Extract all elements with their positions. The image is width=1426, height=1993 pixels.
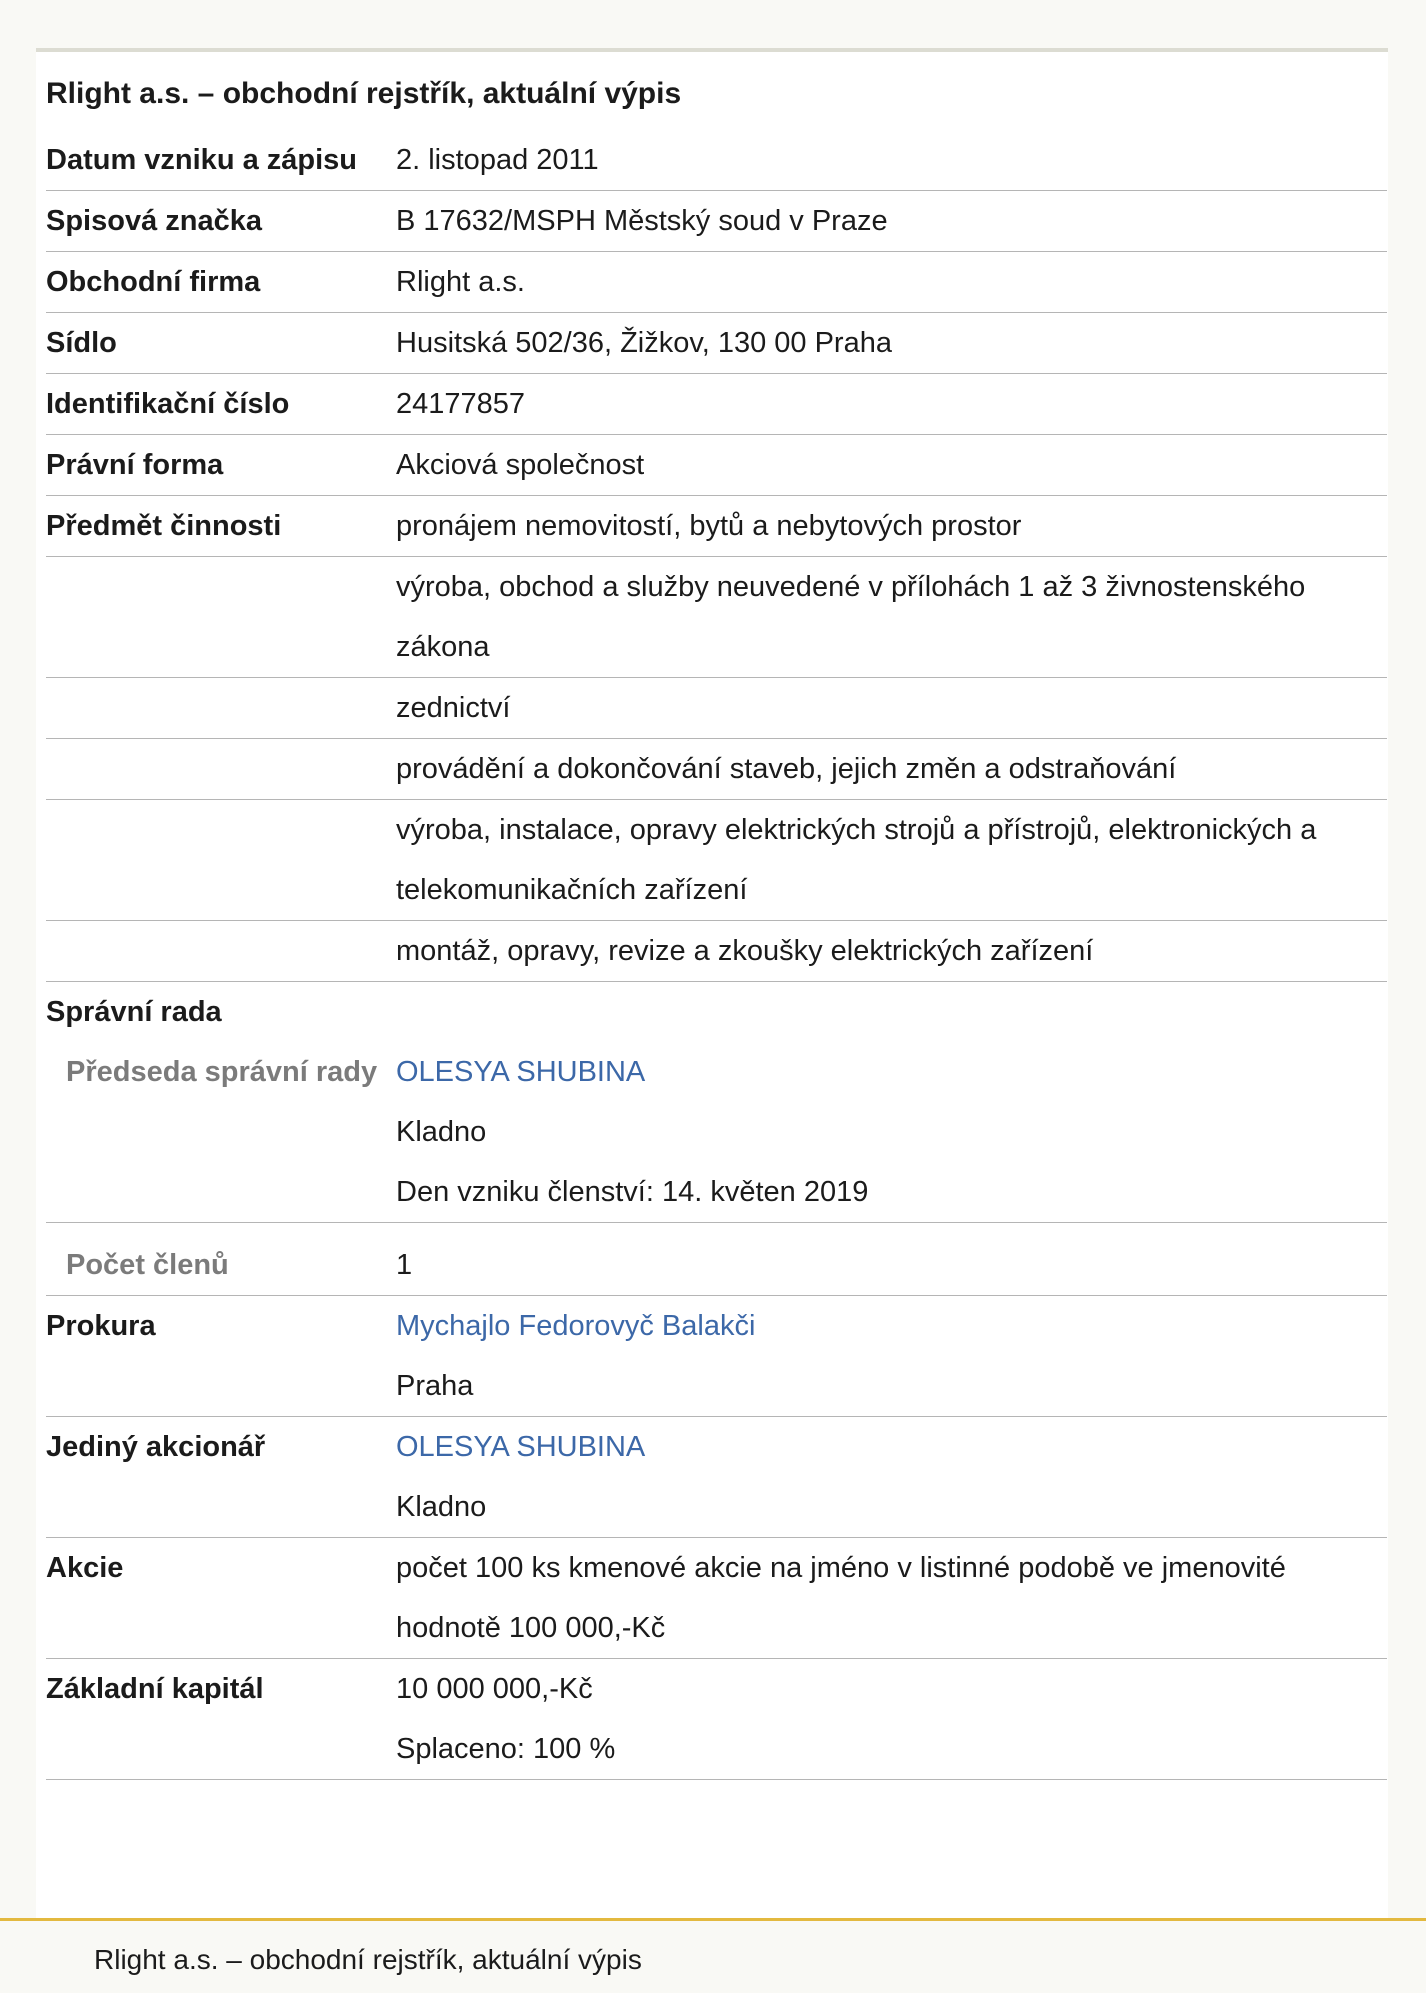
shares-label: Akcie [46, 1538, 396, 1659]
members-label: Počet členů [46, 1223, 396, 1296]
registry-table [46, 130, 1387, 1780]
registry-card [36, 48, 1388, 1920]
spis-value: B 17632/MSPH Městský soud v Praze [396, 191, 1387, 252]
capital-label: Základní kapitál [46, 1659, 396, 1780]
predmet-item: výroba, obchod a služby neuvedené v přílohách 1 až 3 živnostenského zákona [396, 557, 1387, 678]
shareholder-city: Kladno [396, 1491, 487, 1523]
row-spravni-rada-heading [46, 982, 1387, 1043]
row-datum [46, 130, 1387, 191]
firma-label: Obchodní firma [46, 252, 396, 313]
row-zakladni-kapital [46, 1659, 1387, 1780]
footer-text: Rlight a.s. – obchodní rejstřík, aktuální výpis [94, 1944, 642, 1975]
chair-name-link[interactable]: OLESYA SHUBINA [396, 1056, 646, 1088]
row-akcie [46, 1538, 1387, 1659]
row-sidlo [46, 313, 1387, 374]
row-obchodni-firma [46, 252, 1387, 313]
row-prokura [46, 1296, 1387, 1417]
predmet-label: Předmět činnosti [46, 496, 396, 557]
row-pocet-clenu [46, 1223, 1387, 1296]
datum-label: Datum vzniku a zápisu [46, 130, 396, 191]
row-predmet-2 [46, 557, 1387, 678]
section-heading-spravni-rada: Správní rada [46, 996, 222, 1028]
shareholder-name-link[interactable]: OLESYA SHUBINA [396, 1431, 646, 1463]
chair-since: Den vzniku členství: 14. květen 2019 [396, 1176, 869, 1208]
predmet-item: zednictví [396, 678, 1387, 739]
ico-value: 24177857 [396, 374, 1387, 435]
firma-value: Rlight a.s. [396, 252, 1387, 313]
row-predseda [46, 1042, 1387, 1223]
capital-value: 10 000 000,-Kč [396, 1673, 593, 1705]
shares-value: počet 100 ks kmenové akcie na jméno v listinné podobě ve jmenovité hodnotě 100 000,-Kč [396, 1538, 1387, 1659]
prokura-city: Praha [396, 1370, 474, 1402]
page-footer [0, 1918, 1426, 1993]
row-akcionar [46, 1417, 1387, 1538]
predmet-item: výroba, instalace, opravy elektrických strojů a přístrojů, elektronických a telekomunikačních zařízení [396, 800, 1387, 921]
chair-label: Předseda správní rady [46, 1042, 396, 1223]
row-predmet-6 [46, 921, 1387, 982]
capital-paid: Splaceno: 100 % [396, 1733, 616, 1765]
row-predmet-3 [46, 678, 1387, 739]
members-value: 1 [396, 1223, 1387, 1296]
prokura-name-link[interactable]: Mychajlo Fedorovyč Balakči [396, 1310, 756, 1342]
row-predmet-4 [46, 739, 1387, 800]
row-predmet-1 [46, 496, 1387, 557]
prokura-label: Prokura [46, 1296, 396, 1417]
row-spisova-znacka [46, 191, 1387, 252]
chair-city: Kladno [396, 1116, 487, 1148]
row-ico [46, 374, 1387, 435]
datum-value: 2. listopad 2011 [396, 130, 1387, 191]
ico-label: Identifikační číslo [46, 374, 396, 435]
row-pravni-forma [46, 435, 1387, 496]
predmet-item: provádění a dokončování staveb, jejich změn a odstraňování [396, 739, 1387, 800]
predmet-item: montáž, opravy, revize a zkoušky elektrických zařízení [396, 921, 1387, 982]
predmet-item: pronájem nemovitostí, bytů a nebytových prostor [396, 496, 1387, 557]
shareholder-label: Jediný akcionář [46, 1417, 396, 1538]
page-title: Rlight a.s. – obchodní rejstřík, aktuální výpis [46, 77, 682, 110]
sidlo-value: Husitská 502/36, Žižkov, 130 00 Praha [396, 313, 1387, 374]
sidlo-label: Sídlo [46, 313, 396, 374]
forma-value: Akciová společnost [396, 435, 1387, 496]
spis-label: Spisová značka [46, 191, 396, 252]
forma-label: Právní forma [46, 435, 396, 496]
row-predmet-5 [46, 800, 1387, 921]
